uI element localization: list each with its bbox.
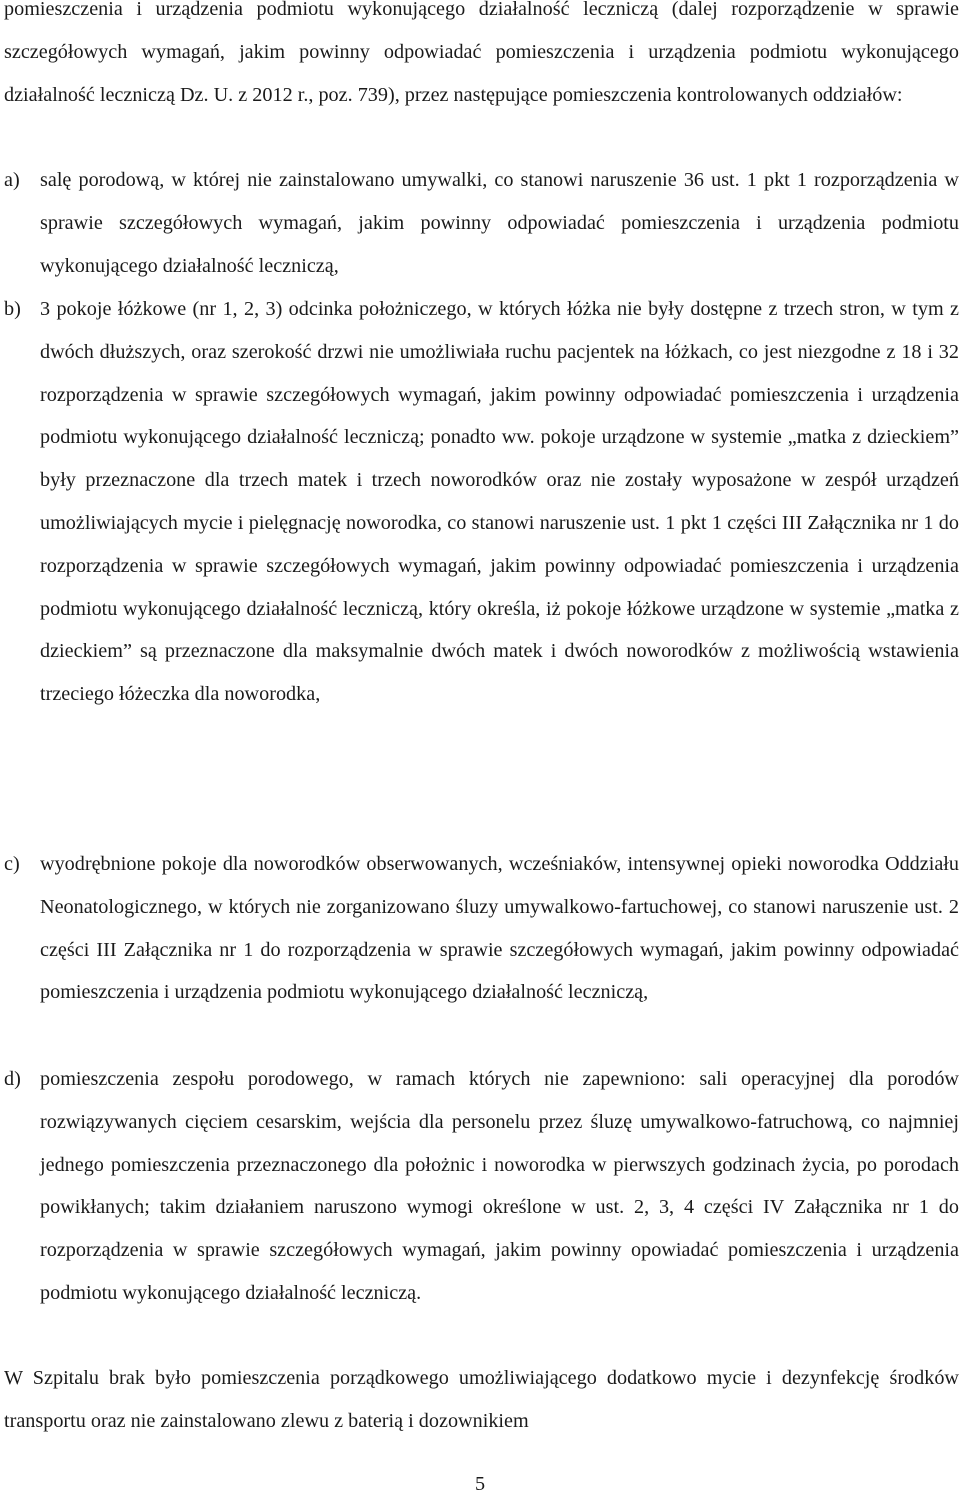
list-item-text: wyodrębnione pokoje dla noworodków obserwowanych, wcześniaków, intensywnej opieki noworodka Oddziału Neonatologicznego, w których nie zorganizowano śluzy umywalkowo-fartuchowej, co stanowi naruszenie ust. 2 części III Załącznika nr 1 do rozporządzenia w sprawie szczegółowych wymagań, jakim powinny odpowiadać pomieszczenia i urządzenia podmiotu wykonującego działalność leczniczą,	[40, 853, 959, 1004]
closing-paragraph: W Szpitalu brak było pomieszczenia porządkowego umożliwiającego dodatkowo mycie i dezynfekcję środków transportu oraz nie zainstalowano zlewu z baterią i dozownikiem	[4, 1367, 959, 1432]
page-number: 5	[474, 1473, 486, 1495]
list-item-d	[4, 1058, 959, 1315]
list-marker: c)	[4, 853, 20, 875]
list-item-b	[4, 288, 959, 716]
list-item-text: pomieszczenia zespołu porodowego, w ramach których nie zapewniono: sali operacyjnej dla porodów rozwiązywanych cięciem cesarskim, wejścia dla personelu przez śluzę umywalkowo-fatruchową, co najmniej jednego pomieszczenia przeznaczonego dla położnic i noworodka w pierwszych godzinach życia, po porodach powikłanych; takim działaniem naruszono wymogi określone w ust. 2, 3, 4 części IV Załącznika nr 1 do rozporządzenia w sprawie szczegółowych wymagań, jakim powinny opowiadać pomieszczenia i urządzenia podmiotu wykonującego działalność leczniczą.	[40, 1068, 959, 1304]
intro-paragraph: pomieszczenia i urządzenia podmiotu wykonującego działalność leczniczą (dalej rozporządzenie w sprawie szczegółowych wymagań, jakim powinny odpowiadać pomieszczenia i urządzenia podmiotu wykonującego działalność leczniczą Dz. U. z 2012 r., poz. 739), przez następujące pomieszczenia kontrolowanych oddziałów:	[4, 0, 959, 106]
list-marker: d)	[4, 1068, 21, 1090]
list-marker: a)	[4, 169, 20, 191]
list-item-text: salę porodową, w której nie zainstalowano umywalki, co stanowi naruszenie 36 ust. 1 pkt 1 rozporządzenia w sprawie szczegółowych wymagań, jakim powinny odpowiadać pomieszczenia i urządzenia podmiotu wykonującego działalność leczniczą,	[40, 169, 959, 277]
list-item-a	[4, 159, 959, 287]
list-item-c	[4, 843, 959, 1014]
list-marker: b)	[4, 298, 21, 320]
list-item-text: 3 pokoje łóżkowe (nr 1, 2, 3) odcinka położniczego, w których łóżka nie były dostępne z trzech stron, w tym z dwóch dłuższych, oraz szerokość drzwi nie umożliwiała ruchu pacjentek na łóżkach, co jest niezgodne z 18 i 32 rozporządzenia w sprawie szczegółowych wymagań, jakim powinny odpowiadać pomieszczenia i urządzenia podmiotu wykonującego działalność leczniczą; ponadto ww. pokoje urządzone w systemie „matka z dzieckiem” były przeznaczone dla trzech matek i trzech noworodków oraz nie zostały wyposażone w zespół urządzeń umożliwiających mycie i pielęgnację noworodka, co stanowi naruszenie ust. 1 pkt 1 części III Załącznika nr 1 do rozporządzenia w sprawie szczegółowych wymagań, jakim powinny odpowiadać pomieszczenia i urządzenia podmiotu wykonującego działalność leczniczą, który określa, iż pokoje łóżkowe urządzone w systemie „matka z dzieckiem” są przeznaczone dla maksymalnie dwóch matek i dwóch noworodków z możliwością wstawienia trzeciego łóżeczka dla noworodka,	[40, 298, 959, 706]
